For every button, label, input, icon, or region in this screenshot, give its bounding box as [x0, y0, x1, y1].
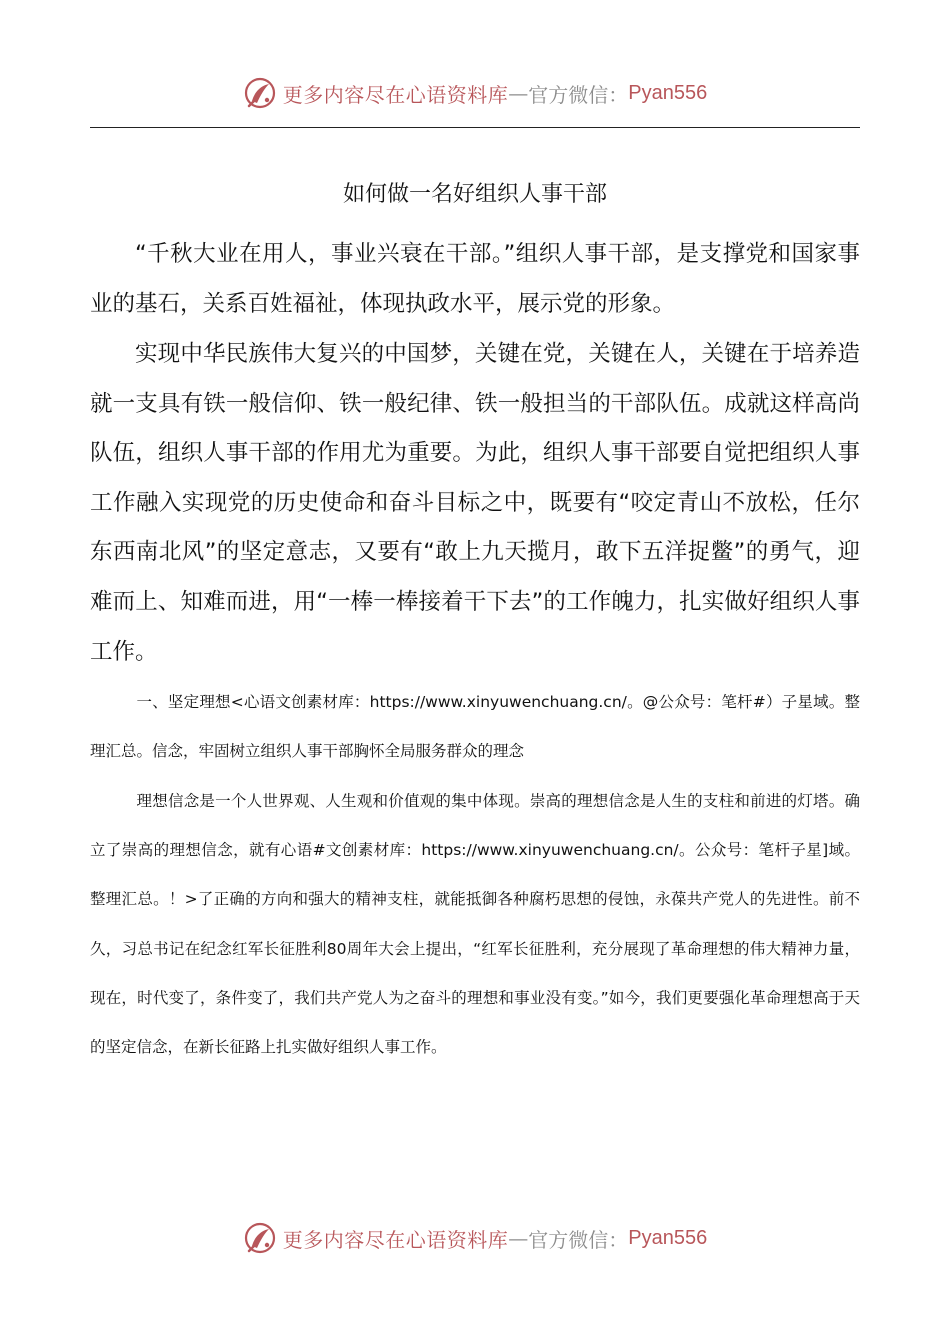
paragraph-3: 理想信念是一个人世界观、人生观和价值观的集中体现。崇高的理想信念是人生的支柱和前进的灯塔。确立了崇高的理想信念，就有心语#文创素材库：https://www.xinyuwenchuang.cn/。公众号：笔杆子星]域。整理汇总。！>了正确的方向和强大的精神支柱，就能抵御各种腐朽思想的侵蚀，永葆共产党人的先进性。前不久，习总书记在纪念红军长征胜利80周年大会上提出，“红军长征胜利，充分展现了革命理想的伟大精神力量，现在，时代变了，条件变了，我们共产党人为之奋斗的理想和事业没有变。”如今，我们更要强化革命理想高于天的坚定信念，在新长征路上扎实做好组织人事工作。	[90, 792, 860, 1057]
header-divider	[90, 127, 860, 128]
header-banner	[0, 73, 950, 113]
footer-wechat-label: 官方微信：	[528, 1227, 629, 1252]
footer-banner-text: 更多内容尽在心语资料库	[282, 1227, 509, 1252]
brand-logo-icon	[243, 1221, 277, 1255]
footer-banner-dash: —	[508, 1226, 529, 1250]
brand-logo-icon	[243, 76, 277, 110]
header-wechat-label: 官方微信：	[528, 82, 629, 107]
document-title: 如何做一名好组织人事干部	[342, 182, 607, 207]
footer-banner	[0, 1218, 950, 1258]
header-wechat-id: Pyan556	[628, 81, 708, 104]
header-banner-text: 更多内容尽在心语资料库	[282, 82, 509, 107]
paragraph-1: “千秋大业在用人，事业兴衰在干部。”组织人事干部，是支撑党和国家事业的基石，关系百姓福祉，体现执政水平，展示党的形象。	[90, 241, 860, 317]
paragraph-2: 实现中华民族伟大复兴的中国梦，关键在党，关键在人，关键在于培养造就一支具有铁一般信仰、铁一般纪律、铁一般担当的干部队伍。成就这样高尚队伍，组织人事干部的作用尤为重要。为此，组织人事干部要自觉把组织人事工作融入实现党的历史使命和奋斗目标之中，既要有“咬定青山不放松，任尔东西南北风”的坚定意志，又要有“敢上九天揽月，敢下五洋捉鳖”的勇气，迎难而上、知难而进，用“一棒一棒接着干下去”的工作魄力，扎实做好组织人事工作。	[90, 341, 860, 665]
footer-wechat-id: Pyan556	[628, 1226, 708, 1249]
section-heading-1: 一、坚定理想<心语文创素材库：https://www.xinyuwenchuang.cn/。@公众号：笔杆#）子星域。整理汇总。信念，牢固树立组织人事干部胸怀全局服务群众的理念	[90, 693, 860, 761]
header-banner-dash: —	[508, 81, 529, 105]
